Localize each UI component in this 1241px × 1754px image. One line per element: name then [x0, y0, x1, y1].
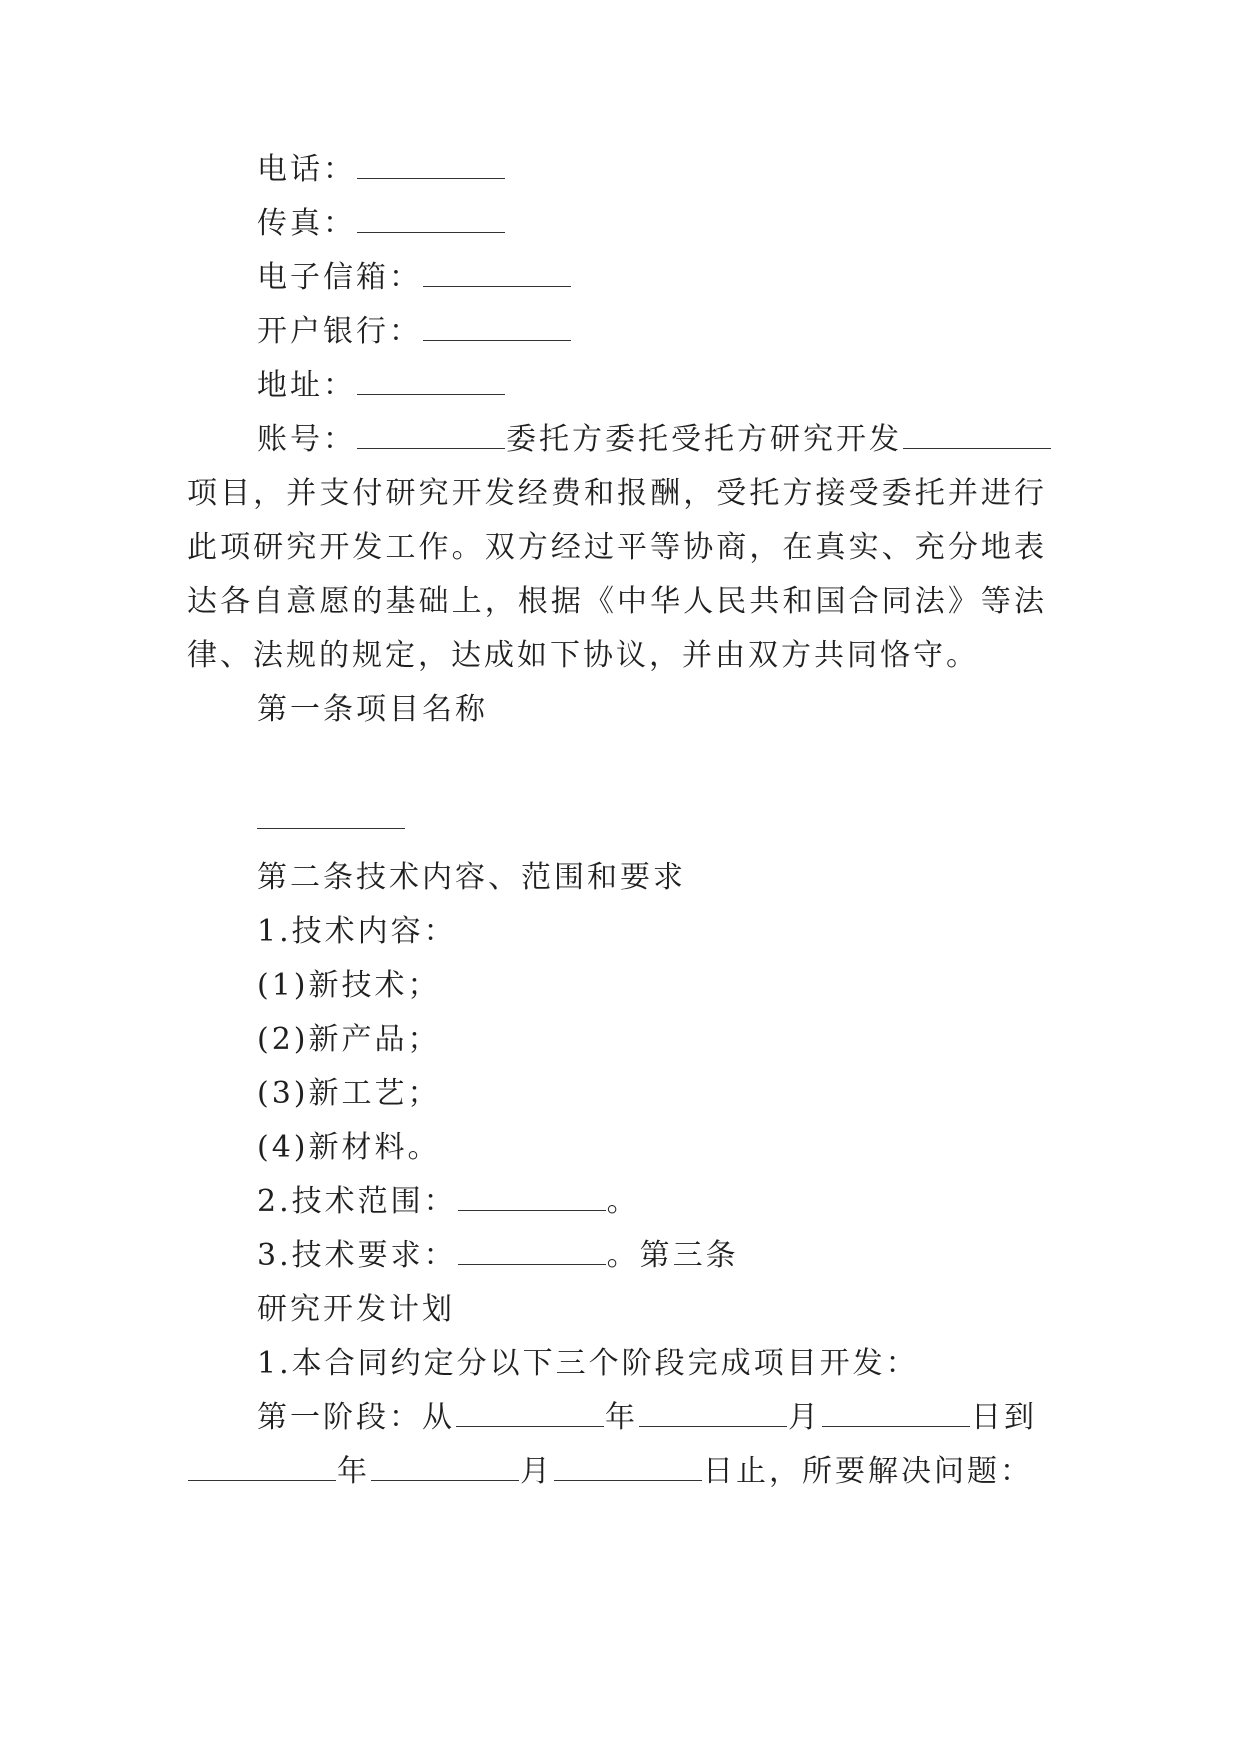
stage1-line [257, 1398, 1037, 1438]
start-month-blank [639, 1398, 787, 1427]
tech-content-label: 1.技术内容： [257, 914, 457, 949]
tech-item-1: (1)新技术； [257, 968, 441, 1003]
preamble-line-2: 项目，并支付研究开发经费和报酬，受托方接受委托并进行 [187, 476, 1047, 511]
address-blank [357, 366, 505, 395]
tech-scope-label: 2.技术范围： [257, 1184, 457, 1219]
project-blank [903, 420, 1051, 449]
tech-item-2: (2)新产品； [257, 1022, 441, 1057]
fax-label: 传真： [257, 206, 356, 241]
year-label-2: 年 [337, 1454, 370, 1489]
fax-blank [357, 204, 505, 233]
stage1-label: 第一阶段：从 [257, 1400, 455, 1435]
tech-req-label: 3.技术要求： [257, 1238, 457, 1273]
start-day-blank [822, 1398, 970, 1427]
end-day-blank [554, 1452, 702, 1481]
email-blank [423, 258, 571, 287]
project-name-blank [257, 828, 405, 829]
tech-req-end: 。第三条 [606, 1238, 739, 1273]
bank-label: 开户银行： [257, 314, 422, 349]
phone-blank [357, 150, 505, 179]
article3-title: 研究开发计划 [257, 1292, 455, 1327]
address-line [257, 366, 506, 406]
account-line [257, 420, 1052, 460]
stage1-end-line [187, 1452, 1033, 1492]
day-to-label: 日到 [971, 1400, 1037, 1435]
article1-title: 第一条项目名称 [257, 692, 488, 727]
article3-intro: 1.本合同约定分以下三个阶段完成项目开发： [257, 1346, 919, 1381]
start-year-blank [456, 1398, 604, 1427]
preamble-text-1: 委托方委托受托方研究开发 [506, 422, 902, 457]
end-month-blank [371, 1452, 519, 1481]
article2-title: 第二条技术内容、范围和要求 [257, 860, 686, 895]
phone-label: 电话： [257, 152, 356, 187]
tech-scope-blank [458, 1182, 606, 1211]
tech-req-blank [458, 1236, 606, 1265]
account-blank [357, 420, 505, 449]
tech-scope-line [257, 1182, 640, 1222]
fax-line [257, 204, 506, 244]
end-year-blank [188, 1452, 336, 1481]
tech-req-line [257, 1236, 739, 1276]
bank-line [257, 312, 572, 352]
day-end-label: 日止，所要解决问题： [703, 1454, 1033, 1489]
preamble-line-5: 律、法规的规定，达成如下协议，并由双方共同恪守。 [187, 638, 979, 673]
tech-item-4: (4)新材料。 [257, 1130, 441, 1165]
preamble-line-3: 此项研究开发工作。双方经过平等协商，在真实、充分地表 [187, 530, 1047, 565]
address-label: 地址： [257, 368, 356, 403]
preamble-line-4: 达各自意愿的基础上，根据《中华人民共和国合同法》等法 [187, 584, 1047, 619]
email-label: 电子信箱： [257, 260, 422, 295]
month-label: 月 [788, 1400, 821, 1435]
phone-line [257, 150, 506, 190]
tech-item-3: (3)新工艺； [257, 1076, 441, 1111]
year-label: 年 [605, 1400, 638, 1435]
bank-blank [423, 312, 571, 341]
email-line [257, 258, 572, 298]
tech-scope-end: 。 [606, 1184, 640, 1219]
month-label-2: 月 [520, 1454, 553, 1489]
account-label: 账号： [257, 422, 356, 457]
